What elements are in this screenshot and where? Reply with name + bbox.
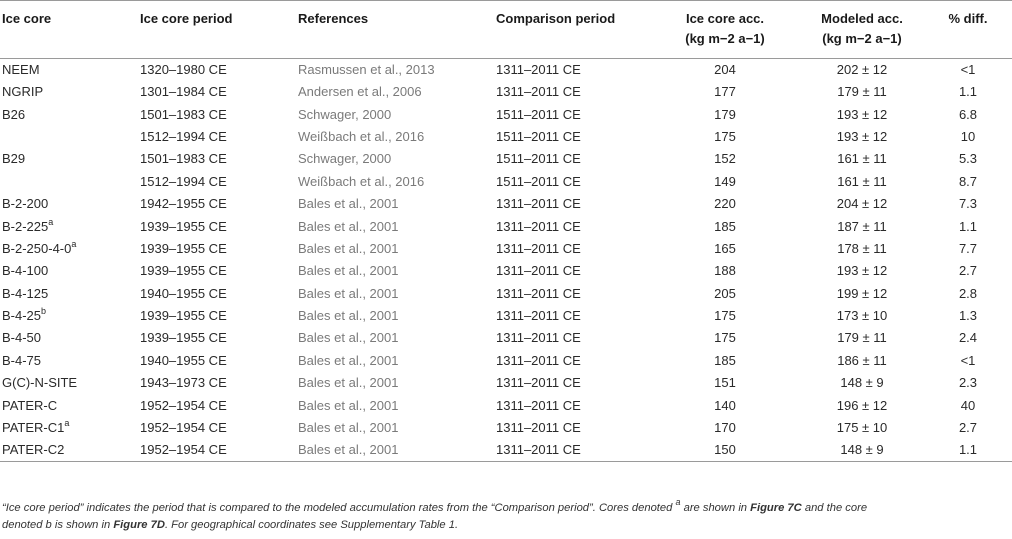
cell-comparison-period-text: 1311–2011 CE xyxy=(496,330,581,346)
header-ice-core-acc-line1: Ice core acc. xyxy=(685,11,765,26)
footnote-text-2a: denoted b is shown in xyxy=(2,519,114,531)
cell-ice-core-acc-text: 175 xyxy=(714,330,736,346)
table-row xyxy=(0,350,1012,372)
cell-comparison-period xyxy=(496,238,650,260)
cell-modeled-acc-text: 202 ± 12 xyxy=(836,62,888,77)
footnote-text-2b: . For geographical coordinates see Supplementary Table 1. xyxy=(164,519,459,531)
cell-ice-core-acc xyxy=(650,439,800,462)
cell-comparison-period xyxy=(496,394,650,416)
cell-modeled-acc-text: 148 ± 9 xyxy=(840,442,884,458)
cell-ice-core-period-text: 1512–1994 CE xyxy=(140,173,227,189)
cell-reference-link[interactable] xyxy=(298,193,496,215)
cell-ice-core xyxy=(0,394,140,416)
cell-comparison-period xyxy=(496,350,650,372)
cell-comparison-period-text: 1311–2011 CE xyxy=(496,218,581,234)
cell-comparison-period xyxy=(496,260,650,282)
cell-comparison-period xyxy=(496,439,650,462)
table-row xyxy=(0,238,1012,260)
header-modeled-acc-line1: Modeled acc. xyxy=(821,11,903,26)
cell-reference-link-text: Bales et al., 2001 xyxy=(298,442,399,458)
cell-ice-core-acc-text: 220 xyxy=(714,196,736,212)
cell-modeled-acc xyxy=(800,305,924,327)
cell-reference-link[interactable] xyxy=(298,350,496,372)
cell-comparison-period xyxy=(496,126,650,148)
cell-ice-core-period-text: 1940–1955 CE xyxy=(140,352,227,368)
cell-modeled-acc xyxy=(800,148,924,170)
cell-comparison-period-text: 1311–2011 CE xyxy=(496,263,581,279)
table-row xyxy=(0,171,1012,193)
cell-ice-core-text: B-4-50 xyxy=(2,330,42,346)
cell-ice-core-text: PATER-C1 xyxy=(2,420,65,436)
cell-pct-diff-text: 8.7 xyxy=(958,173,978,189)
cell-ice-core xyxy=(0,283,140,305)
cell-ice-core-period-text: 1939–1955 CE xyxy=(140,240,227,256)
cell-ice-core-acc xyxy=(650,394,800,416)
cell-ice-core xyxy=(0,59,140,82)
footnote-text-1c: and the core xyxy=(801,502,868,514)
cell-ice-core-acc-text: 177 xyxy=(714,84,736,100)
cell-pct-diff xyxy=(924,238,1012,260)
cell-pct-diff-text: 7.3 xyxy=(958,196,978,212)
cell-modeled-acc-text: 204 ± 12 xyxy=(836,196,888,212)
cell-ice-core xyxy=(0,305,140,327)
table-row xyxy=(0,148,1012,170)
header-comparison-period: Comparison period xyxy=(496,11,616,26)
cell-modeled-acc xyxy=(800,238,924,260)
cell-modeled-acc xyxy=(800,193,924,215)
cell-ice-core-acc xyxy=(650,417,800,439)
table-row xyxy=(0,305,1012,327)
table-row xyxy=(0,215,1012,237)
cell-ice-core-text: B-4-100 xyxy=(2,263,49,279)
cell-reference-link[interactable] xyxy=(298,59,496,82)
cell-pct-diff-text: 2.7 xyxy=(958,263,978,279)
cell-ice-core-acc xyxy=(650,260,800,282)
cell-ice-core-period-text: 1939–1955 CE xyxy=(140,308,227,324)
cell-ice-core-acc xyxy=(650,215,800,237)
cell-ice-core-period-text: 1939–1955 CE xyxy=(140,218,227,234)
cell-comparison-period xyxy=(496,327,650,349)
cell-comparison-period-text: 1311–2011 CE xyxy=(496,352,581,368)
cell-modeled-acc xyxy=(800,59,924,82)
table-row xyxy=(0,439,1012,462)
cell-ice-core-text: B-2-250-4-0 xyxy=(2,240,72,256)
cell-pct-diff-text: 1.1 xyxy=(958,84,978,100)
cell-reference-link-text: Bales et al., 2001 xyxy=(298,330,399,346)
cell-ice-core-period-text: 1952–1954 CE xyxy=(140,397,227,413)
cell-pct-diff-text: 7.7 xyxy=(958,240,978,256)
table-header xyxy=(0,1,1012,59)
cell-reference-link[interactable] xyxy=(298,417,496,439)
cell-reference-link[interactable] xyxy=(298,126,496,148)
cell-reference-link-text: Rasmussen et al., 2013 xyxy=(298,62,435,77)
cell-comparison-period xyxy=(496,283,650,305)
footnote-marker: a xyxy=(71,238,77,249)
cell-ice-core-period xyxy=(140,215,298,237)
cell-comparison-period-text: 1311–2011 CE xyxy=(496,397,581,413)
cell-ice-core-acc-text: 205 xyxy=(714,285,736,301)
cell-pct-diff-text: 6.8 xyxy=(958,106,978,122)
cell-ice-core-acc xyxy=(650,103,800,125)
cell-ice-core-period xyxy=(140,417,298,439)
footnote-text-1b: are shown in xyxy=(680,502,751,514)
cell-modeled-acc xyxy=(800,372,924,394)
cell-ice-core-acc xyxy=(650,171,800,193)
header-pct-diff: % diff. xyxy=(948,11,988,26)
footnote-figure-7d-link[interactable]: Figure 7D xyxy=(113,519,165,531)
cell-pct-diff xyxy=(924,81,1012,103)
cell-ice-core xyxy=(0,439,140,462)
cell-pct-diff xyxy=(924,103,1012,125)
cell-ice-core-acc-text: 179 xyxy=(714,106,736,122)
cell-ice-core-period xyxy=(140,59,298,82)
cell-ice-core-period xyxy=(140,171,298,193)
header-ice-core-acc-line2: (kg m−2 a−1) xyxy=(685,31,765,46)
cell-comparison-period xyxy=(496,81,650,103)
cell-ice-core-text: PATER-C xyxy=(2,397,58,413)
cell-pct-diff xyxy=(924,327,1012,349)
cell-reference-link-text: Bales et al., 2001 xyxy=(298,196,399,212)
cell-ice-core-acc-text: 175 xyxy=(714,308,736,324)
cell-ice-core-acc-text: 204 xyxy=(714,62,736,77)
cell-pct-diff-text: 2.7 xyxy=(958,420,978,436)
header-ice-core: Ice core xyxy=(2,11,52,26)
table-row xyxy=(0,417,1012,439)
cell-pct-diff xyxy=(924,305,1012,327)
cell-ice-core-period xyxy=(140,439,298,462)
header-ice-core-acc xyxy=(650,1,800,59)
cell-ice-core-acc xyxy=(650,350,800,372)
cell-modeled-acc-text: 175 ± 10 xyxy=(836,420,888,436)
cell-modeled-acc-text: 193 ± 12 xyxy=(836,263,888,279)
cell-comparison-period-text: 1311–2011 CE xyxy=(496,196,581,212)
cell-comparison-period xyxy=(496,171,650,193)
cell-modeled-acc-text: 186 ± 11 xyxy=(837,352,887,368)
cell-modeled-acc-text: 173 ± 10 xyxy=(836,308,888,324)
header-modeled-acc-line2: (kg m−2 a−1) xyxy=(822,31,902,46)
table-footnote xyxy=(2,497,1007,534)
cell-ice-core-acc-text: 175 xyxy=(714,128,736,144)
cell-ice-core-acc-text: 149 xyxy=(714,173,736,189)
cell-ice-core-period-text: 1940–1955 CE xyxy=(140,285,227,301)
cell-modeled-acc-text: 193 ± 12 xyxy=(836,106,888,122)
cell-modeled-acc xyxy=(800,327,924,349)
cell-ice-core xyxy=(0,327,140,349)
cell-ice-core-period xyxy=(140,394,298,416)
cell-ice-core-text: B-4-25 xyxy=(2,308,42,324)
cell-modeled-acc-text: 179 ± 11 xyxy=(837,84,887,100)
cell-ice-core xyxy=(0,148,140,170)
cell-comparison-period xyxy=(496,215,650,237)
cell-reference-link[interactable] xyxy=(298,260,496,282)
cell-ice-core-acc-text: 140 xyxy=(714,397,736,413)
cell-modeled-acc-text: 193 ± 12 xyxy=(836,128,888,144)
cell-reference-link[interactable] xyxy=(298,238,496,260)
cell-ice-core-period-text: 1512–1994 CE xyxy=(140,128,227,144)
cell-ice-core xyxy=(0,372,140,394)
cell-reference-link-text: Bales et al., 2001 xyxy=(298,285,399,301)
cell-ice-core xyxy=(0,103,140,125)
cell-pct-diff-text: 2.4 xyxy=(958,330,978,346)
cell-ice-core-period xyxy=(140,260,298,282)
cell-ice-core-period xyxy=(140,193,298,215)
cell-ice-core xyxy=(0,215,140,237)
footnote-figure-7c-link[interactable]: Figure 7C xyxy=(750,502,802,514)
cell-modeled-acc xyxy=(800,283,924,305)
cell-comparison-period-text: 1511–2011 CE xyxy=(496,151,581,167)
cell-pct-diff xyxy=(924,394,1012,416)
cell-reference-link-text: Bales et al., 2001 xyxy=(298,352,399,368)
cell-ice-core-text: NGRIP xyxy=(2,84,44,100)
cell-ice-core-acc xyxy=(650,126,800,148)
cell-reference-link-text: Bales et al., 2001 xyxy=(298,218,399,234)
cell-ice-core-period xyxy=(140,327,298,349)
cell-comparison-period-text: 1511–2011 CE xyxy=(496,173,581,189)
cell-pct-diff-text: 2.8 xyxy=(958,285,978,301)
footnote-sup-a: a xyxy=(675,497,681,507)
cell-modeled-acc xyxy=(800,417,924,439)
cell-reference-link[interactable] xyxy=(298,81,496,103)
cell-reference-link-text: Bales et al., 2001 xyxy=(298,240,399,256)
table-row xyxy=(0,59,1012,82)
cell-comparison-period-text: 1311–2011 CE xyxy=(496,375,581,391)
cell-ice-core-period-text: 1939–1955 CE xyxy=(140,330,227,346)
cell-reference-link[interactable] xyxy=(298,439,496,462)
cell-reference-link[interactable] xyxy=(298,372,496,394)
cell-reference-link-text: Schwager, 2000 xyxy=(298,106,392,122)
cell-comparison-period xyxy=(496,59,650,82)
cell-ice-core-period-text: 1952–1954 CE xyxy=(140,442,227,458)
cell-modeled-acc xyxy=(800,171,924,193)
table-body xyxy=(0,59,1012,462)
cell-reference-link[interactable] xyxy=(298,305,496,327)
cell-reference-link-text: Bales et al., 2001 xyxy=(298,263,399,279)
table-row xyxy=(0,372,1012,394)
cell-modeled-acc-text: 196 ± 12 xyxy=(836,397,888,413)
cell-ice-core-acc xyxy=(650,193,800,215)
table-row xyxy=(0,193,1012,215)
cell-reference-link-text: Bales et al., 2001 xyxy=(298,397,399,413)
table-row xyxy=(0,283,1012,305)
cell-ice-core-period xyxy=(140,305,298,327)
table-row xyxy=(0,81,1012,103)
cell-modeled-acc-text: 199 ± 12 xyxy=(836,285,888,301)
cell-ice-core-period-text: 1952–1954 CE xyxy=(140,420,227,436)
cell-pct-diff xyxy=(924,417,1012,439)
cell-comparison-period xyxy=(496,372,650,394)
cell-comparison-period-text: 1511–2011 CE xyxy=(496,106,581,122)
cell-modeled-acc xyxy=(800,126,924,148)
cell-reference-link[interactable] xyxy=(298,394,496,416)
cell-reference-link[interactable] xyxy=(298,327,496,349)
cell-ice-core-period-text: 1501–1983 CE xyxy=(140,151,227,167)
cell-ice-core-text: B26 xyxy=(2,106,26,122)
cell-modeled-acc-text: 187 ± 11 xyxy=(837,218,887,234)
cell-ice-core-period-text: 1301–1984 CE xyxy=(140,84,227,100)
cell-modeled-acc xyxy=(800,439,924,462)
cell-comparison-period xyxy=(496,305,650,327)
cell-comparison-period-text: 1311–2011 CE xyxy=(496,84,581,100)
cell-pct-diff xyxy=(924,439,1012,462)
cell-reference-link[interactable] xyxy=(298,148,496,170)
cell-ice-core-period-text: 1942–1955 CE xyxy=(140,196,227,212)
cell-ice-core xyxy=(0,260,140,282)
cell-ice-core-period-text: 1501–1983 CE xyxy=(140,106,227,122)
cell-modeled-acc-text: 161 ± 11 xyxy=(837,173,887,189)
cell-pct-diff-text: 10 xyxy=(960,128,976,144)
cell-ice-core-acc-text: 150 xyxy=(714,442,736,458)
cell-reference-link[interactable] xyxy=(298,283,496,305)
cell-ice-core-acc-text: 165 xyxy=(714,240,736,256)
cell-reference-link-text: Bales et al., 2001 xyxy=(298,420,399,436)
cell-pct-diff xyxy=(924,148,1012,170)
cell-reference-link[interactable] xyxy=(298,103,496,125)
cell-modeled-acc-text: 178 ± 11 xyxy=(837,240,887,256)
cell-reference-link[interactable] xyxy=(298,171,496,193)
cell-ice-core-text: B-4-125 xyxy=(2,285,49,301)
cell-ice-core-acc xyxy=(650,305,800,327)
cell-ice-core-acc xyxy=(650,327,800,349)
cell-modeled-acc xyxy=(800,103,924,125)
cell-ice-core-acc-text: 185 xyxy=(714,218,736,234)
cell-ice-core-acc xyxy=(650,59,800,82)
footnote-marker: b xyxy=(41,306,47,317)
cell-reference-link-text: Weißbach et al., 2016 xyxy=(298,173,425,189)
cell-modeled-acc xyxy=(800,215,924,237)
cell-ice-core-acc-text: 185 xyxy=(714,352,736,368)
cell-comparison-period-text: 1311–2011 CE xyxy=(496,240,581,256)
cell-ice-core-period xyxy=(140,81,298,103)
table-row xyxy=(0,260,1012,282)
cell-pct-diff-text: 40 xyxy=(960,397,976,413)
footnote-text-1a: “Ice core period” indicates the period that is compared to the modeled accumulation rates from the “Comparison period”. Cores denoted xyxy=(2,502,676,514)
cell-ice-core-period xyxy=(140,103,298,125)
cell-comparison-period xyxy=(496,417,650,439)
cell-ice-core-acc-text: 188 xyxy=(714,263,736,279)
cell-ice-core-acc xyxy=(650,372,800,394)
cell-pct-diff xyxy=(924,126,1012,148)
cell-ice-core-acc xyxy=(650,148,800,170)
cell-ice-core-acc-text: 151 xyxy=(714,375,736,391)
cell-ice-core xyxy=(0,193,140,215)
cell-modeled-acc-text: 179 ± 11 xyxy=(837,330,887,346)
cell-ice-core xyxy=(0,126,140,148)
cell-reference-link-text: Bales et al., 2001 xyxy=(298,308,399,324)
cell-ice-core-text: G(C)-N-SITE xyxy=(2,375,78,391)
cell-comparison-period xyxy=(496,193,650,215)
cell-pct-diff xyxy=(924,372,1012,394)
cell-reference-link-text: Weißbach et al., 2016 xyxy=(298,128,425,144)
cell-ice-core-period xyxy=(140,350,298,372)
header-modeled-acc xyxy=(800,1,924,59)
table-row xyxy=(0,126,1012,148)
cell-ice-core-text: B-2-200 xyxy=(2,196,49,212)
cell-pct-diff-text: 1.3 xyxy=(958,308,978,324)
cell-ice-core xyxy=(0,238,140,260)
header-row xyxy=(0,1,1012,59)
cell-modeled-acc xyxy=(800,260,924,282)
cell-comparison-period-text: 1311–2011 CE xyxy=(496,442,581,458)
cell-ice-core-acc xyxy=(650,283,800,305)
cell-pct-diff-text: 5.3 xyxy=(958,151,978,167)
cell-ice-core xyxy=(0,171,140,193)
cell-pct-diff xyxy=(924,193,1012,215)
cell-ice-core xyxy=(0,350,140,372)
cell-ice-core-text: B29 xyxy=(2,151,26,167)
cell-ice-core xyxy=(0,417,140,439)
table-row xyxy=(0,394,1012,416)
cell-ice-core-period xyxy=(140,238,298,260)
cell-ice-core-acc xyxy=(650,238,800,260)
cell-ice-core-text: B-2-225 xyxy=(2,218,49,234)
cell-modeled-acc xyxy=(800,394,924,416)
cell-ice-core-period xyxy=(140,126,298,148)
cell-ice-core-acc-text: 170 xyxy=(714,420,736,436)
cell-comparison-period-text: 1511–2011 CE xyxy=(496,128,581,144)
cell-modeled-acc-text: 161 ± 11 xyxy=(837,151,887,167)
cell-pct-diff xyxy=(924,260,1012,282)
cell-pct-diff-text: 2.3 xyxy=(958,375,978,391)
cell-comparison-period xyxy=(496,103,650,125)
cell-ice-core-period xyxy=(140,148,298,170)
footnote-marker: a xyxy=(64,418,70,429)
cell-pct-diff xyxy=(924,283,1012,305)
cell-pct-diff xyxy=(924,215,1012,237)
cell-modeled-acc xyxy=(800,350,924,372)
cell-ice-core xyxy=(0,81,140,103)
cell-ice-core-period-text: 1320–1980 CE xyxy=(140,62,227,77)
cell-ice-core-acc xyxy=(650,81,800,103)
cell-reference-link-text: Andersen et al., 2006 xyxy=(298,84,422,100)
cell-reference-link[interactable] xyxy=(298,215,496,237)
cell-comparison-period-text: 1311–2011 CE xyxy=(496,285,581,301)
cell-reference-link-text: Schwager, 2000 xyxy=(298,151,392,167)
cell-modeled-acc-text: 148 ± 9 xyxy=(840,375,884,391)
cell-ice-core-period xyxy=(140,283,298,305)
cell-pct-diff-text: 1.1 xyxy=(958,218,978,234)
cell-ice-core-text: B-4-75 xyxy=(2,352,42,368)
cell-comparison-period-text: 1311–2011 CE xyxy=(496,62,581,77)
cell-ice-core-text: NEEM xyxy=(2,62,40,77)
cell-modeled-acc xyxy=(800,81,924,103)
cell-ice-core-period-text: 1943–1973 CE xyxy=(140,375,227,391)
footnote-marker: a xyxy=(48,216,54,227)
cell-pct-diff xyxy=(924,350,1012,372)
cell-comparison-period-text: 1311–2011 CE xyxy=(496,308,581,324)
table-row xyxy=(0,327,1012,349)
cell-pct-diff-text: <1 xyxy=(960,62,976,77)
header-ice-core-period: Ice core period xyxy=(140,11,233,26)
cell-comparison-period-text: 1311–2011 CE xyxy=(496,420,581,436)
table-row xyxy=(0,103,1012,125)
cell-ice-core-acc-text: 152 xyxy=(714,151,736,167)
cell-comparison-period xyxy=(496,148,650,170)
cell-ice-core-period-text: 1939–1955 CE xyxy=(140,263,227,279)
cell-ice-core-text: PATER-C2 xyxy=(2,442,65,458)
cell-pct-diff-text: <1 xyxy=(960,352,976,368)
cell-pct-diff xyxy=(924,59,1012,82)
cell-pct-diff xyxy=(924,171,1012,193)
cell-pct-diff-text: 1.1 xyxy=(958,442,978,458)
cell-reference-link-text: Bales et al., 2001 xyxy=(298,375,399,391)
cell-ice-core-period xyxy=(140,372,298,394)
header-references: References xyxy=(298,11,369,26)
